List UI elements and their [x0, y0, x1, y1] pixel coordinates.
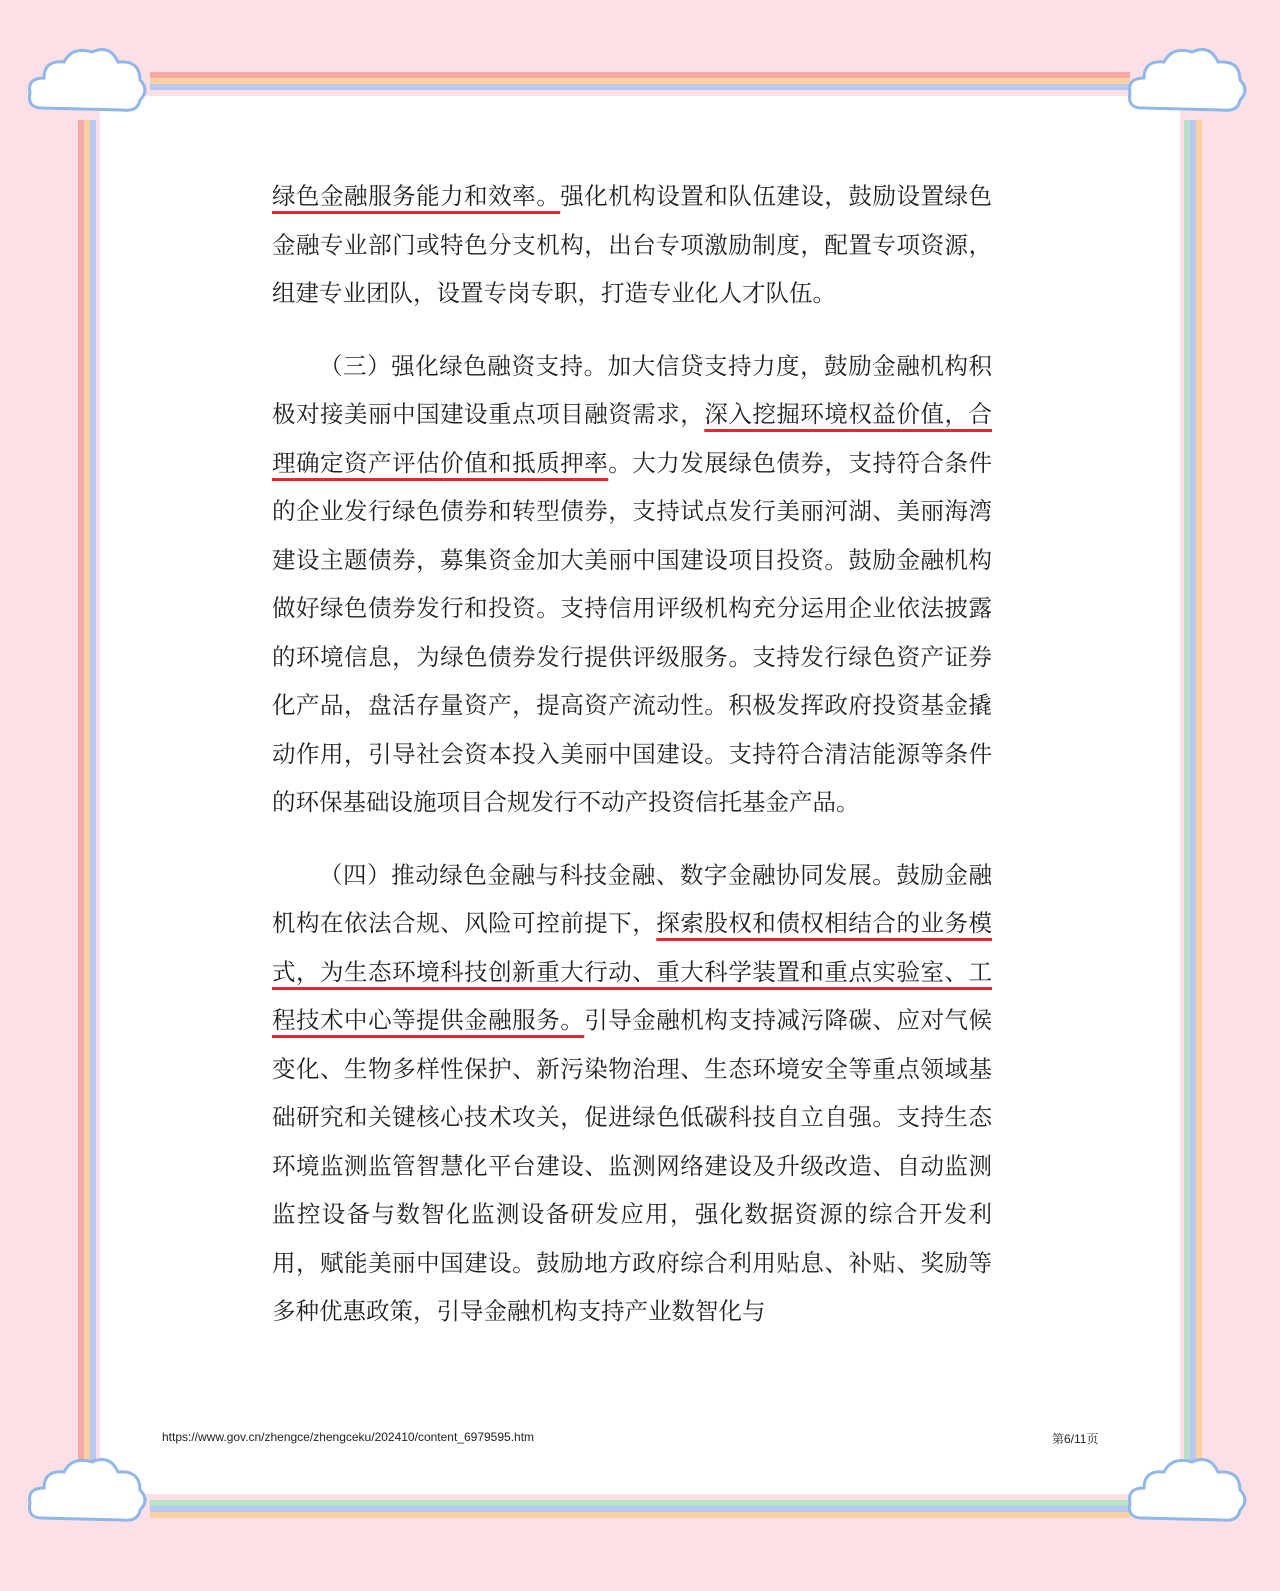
frame-stripe — [150, 84, 1130, 90]
document-body — [272, 172, 992, 1336]
paragraph — [272, 342, 992, 827]
frame-stripe — [90, 120, 96, 1470]
paragraph-text: 强化机构设置和队伍建设，鼓励设置绿色金融专业部门或特色分支机构，出台专项激励制度，配置专项资源，组建专业团队，设置专岗专职，打造专业化人才队伍。 — [272, 182, 993, 307]
page-number: 第6/11页 — [1052, 1432, 1099, 1446]
paragraph-text: （四）推动绿色金融与科技金融、数字金融协同发展。鼓励金融机构在依法合规、风险可控前提下， — [272, 860, 992, 937]
underlined-text: 深入挖掘环境权益价值，合理确定资产评估价值和抵质押率 — [272, 400, 993, 477]
underlined-text: 探索股权和债权相结合的业务模式，为生态环境科技创新重大行动、重大科学装置和重点实验室、工程技术中心等提供金融服务。 — [272, 909, 993, 1034]
cloud-icon — [1122, 38, 1252, 128]
paragraph — [272, 172, 992, 318]
cloud-icon — [22, 38, 152, 128]
frame-stripe — [150, 1512, 1130, 1518]
underlined-text: 绿色金融服务能力和效率。 — [272, 182, 561, 210]
cloud-icon — [1122, 1448, 1252, 1538]
paragraph-text: 。大力发展绿色债券，支持符合条件的企业发行绿色债券和转型债券，支持试点发行美丽河湖、美丽海湾建设主题债券，募集资金加大美丽中国建设项目投资。鼓励金融机构做好绿色债券发行和投资。支持信用评级机构充分运用企业依法披露的环境信息，为绿色债券发行提供评级服务。支持发行绿色资产证券化产品，盘活存量资产，提高资产流动性。积极发挥政府投资基金撬动作用，引导社会资本投入美丽中国建设。支持符合清洁能源等条件的环保基础设施项目合规发行不动产投资信托基金产品。 — [272, 448, 993, 816]
cloud-icon — [22, 1448, 152, 1538]
paragraph-text: （三）强化绿色融资支持。加大信贷支持力度，鼓励金融机构积极对接美丽中国建设重点项目融资需求， — [272, 351, 992, 428]
paragraph — [272, 851, 992, 1336]
footer-url: https://www.gov.cn/zhengce/zhengceku/202410/content_6979595.htm — [162, 1430, 535, 1444]
paragraph-text: 引导金融机构支持减污降碳、应对气候变化、生物多样性保护、新污染物治理、生态环境安全等重点领域基础研究和关键核心技术攻关，促进绿色低碳科技自立自强。支持生态环境监测监管智慧化平台建设、监测网络建设及升级改造、自动监测监控设备与数智化监测设备研发应用，强化数据资源的综合开发利用，赋能美丽中国建设。鼓励地方政府综合利用贴息、补贴、奖励等多种优惠政策，引导金融机构支持产业数智化与 — [272, 1006, 993, 1325]
frame-stripe — [1196, 120, 1202, 1470]
